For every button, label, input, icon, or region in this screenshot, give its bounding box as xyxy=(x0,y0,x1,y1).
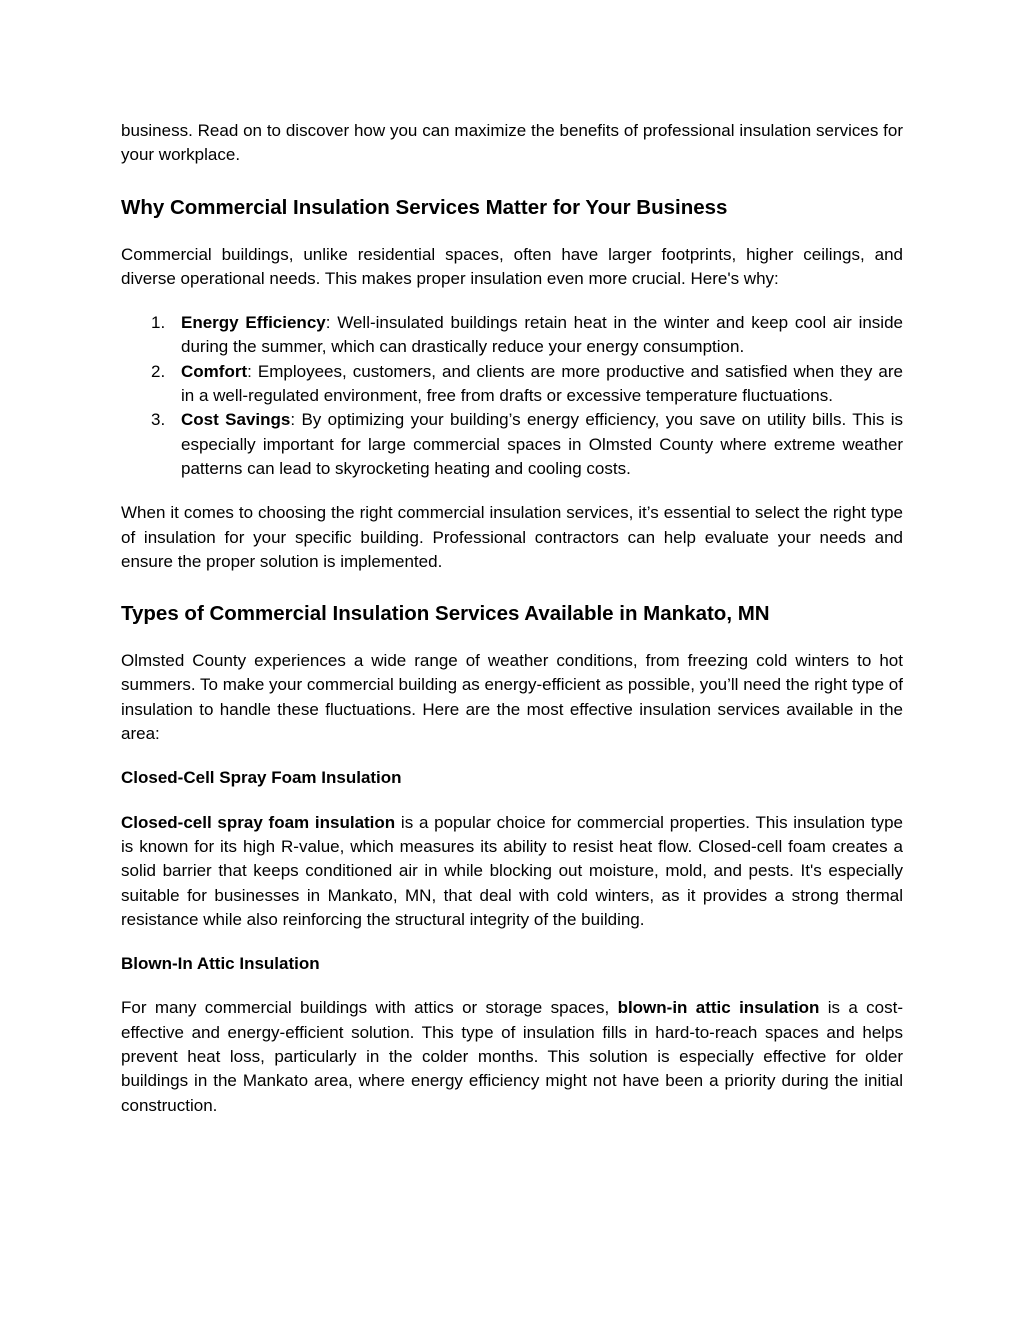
paragraph-lead: For many commercial buildings with attics or storage spaces, xyxy=(121,998,618,1018)
list-item-term: Cost Savings xyxy=(181,410,291,430)
subheading-blown-in: Blown-In Attic Insulation xyxy=(121,954,320,974)
list-item-number: 2. xyxy=(151,361,166,381)
list-item-term: Comfort xyxy=(181,361,248,381)
paragraph-bold-term: blown-in attic insulation xyxy=(617,998,820,1018)
section-why-closing: When it comes to choosing the right commercial insulation services, it’s essential to select the right type of insulation for your specific building. Professional contractors can help evaluate your needs and ensure the proper solution is implemented. xyxy=(121,503,903,571)
list-item xyxy=(121,360,903,409)
section-heading-types: Types of Commercial Insulation Services Available in Mankato, MN xyxy=(121,602,770,626)
list-item-number: 1. xyxy=(151,313,166,333)
paragraph-rest: is a cost-effective and energy-efficient solution. This type of insulation fills in hard-to-reach spaces and helps prevent heat loss, particularly in the colder months. This solution is especially effective for older buildings in the Mankato area, where energy efficiency might not have been a priority during the initial construction. xyxy=(121,998,903,1115)
paragraph-bold-term: Closed-cell spray foam insulation xyxy=(121,812,396,832)
list-item-text: : Well-insulated buildings retain heat in the winter and keep cool air inside during the summer, which can drastically reduce your energy consumption. xyxy=(181,313,903,357)
intro-paragraph: business. Read on to discover how you can maximize the benefits of professional insulation services for your workplace. xyxy=(121,121,903,165)
subheading-closed-cell: Closed-Cell Spray Foam Insulation xyxy=(121,768,402,788)
document-page xyxy=(121,119,903,1118)
list-item xyxy=(121,311,903,360)
list-item-number: 3. xyxy=(151,410,166,430)
section-why-paragraph: Commercial buildings, unlike residential spaces, often have larger footprints, higher ceilings, and diverse operational needs. This makes proper insulation even more crucial. Here's why: xyxy=(121,244,903,288)
closed-cell-paragraph xyxy=(121,811,903,932)
list-item-text: : By optimizing your building’s energy efficiency, you save on utility bills. This is especially important for large commercial spaces in Olmsted County where extreme weather patterns can lead to skyrocketing heating and cooling costs. xyxy=(181,410,903,478)
benefits-list xyxy=(121,311,903,481)
list-item xyxy=(121,408,903,481)
blown-in-paragraph xyxy=(121,996,903,1117)
list-item-term: Energy Efficiency xyxy=(181,313,326,333)
section-types-paragraph: Olmsted County experiences a wide range of weather conditions, from freezing cold winters to hot summers. To make your commercial building as energy-efficient as possible, you’ll need the right type of insulation to handle these fluctuations. Here are the most effective insulation services available in the area: xyxy=(121,651,903,744)
paragraph-rest: is a popular choice for commercial properties. This insulation type is known for its high R-value, which measures its ability to resist heat flow. Closed-cell foam creates a solid barrier that keeps conditioned air in while blocking out moisture, mold, and pests. It's especially suitable for businesses in Mankato, MN, that deal with cold winters, as it provides a strong thermal resistance while also reinforcing the structural integrity of the building. xyxy=(121,812,904,929)
section-heading-why: Why Commercial Insulation Services Matter for Your Business xyxy=(121,195,728,219)
list-item-text: : Employees, customers, and clients are more productive and satisfied when they are in a well-regulated environment, free from drafts or excessive temperature fluctuations. xyxy=(181,361,903,406)
